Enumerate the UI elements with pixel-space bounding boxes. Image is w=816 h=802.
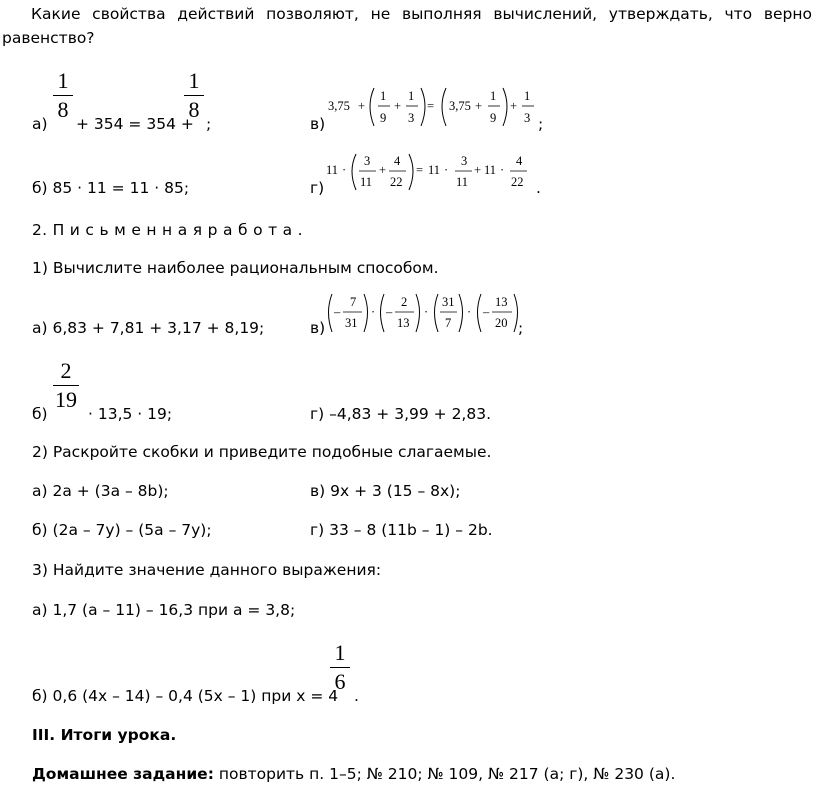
svg-text:11: 11	[456, 175, 469, 189]
svg-text:9: 9	[490, 111, 497, 125]
svg-text:1: 1	[490, 89, 497, 103]
svg-text:+: +	[475, 99, 483, 113]
task1-g: г) –4,83 + 3,99 + 2,83.	[310, 405, 492, 423]
eq-a-fraction-left: 1 8	[53, 70, 73, 121]
section-written-work: 2. П и с ь м е н н а я р а б о т а .	[32, 221, 303, 239]
svg-text:=: =	[416, 163, 424, 177]
task1-b-rest: · 13,5 · 19;	[88, 405, 173, 423]
task3-b-text: б) 0,6 (4x – 14) – 0,4 (5x – 1) при x = 4	[32, 687, 339, 705]
task3-a: а) 1,7 (a – 11) – 16,3 при a = 3,8;	[32, 601, 296, 619]
task2-a: а) 2a + (3a – 8b);	[32, 482, 169, 500]
eq-a-end: ;	[206, 115, 212, 133]
eq-g-label: г)	[310, 179, 325, 197]
svg-text:·: ·	[500, 163, 505, 177]
svg-text:1: 1	[524, 89, 531, 103]
svg-text:31: 31	[442, 295, 455, 309]
eq-a-label: а)	[32, 115, 48, 133]
svg-text:1: 1	[408, 89, 415, 103]
svg-text:4: 4	[516, 154, 523, 168]
svg-text:+: +	[379, 163, 387, 177]
svg-text:+: +	[358, 99, 366, 113]
homework-line	[32, 764, 675, 784]
task2-b: б) (2a – 7y) – (5a – 7y);	[32, 521, 212, 539]
svg-text:13: 13	[495, 295, 508, 309]
svg-text:3: 3	[408, 111, 415, 125]
svg-text:·: ·	[424, 305, 429, 319]
svg-text:–: –	[334, 305, 341, 319]
task1-v-expression	[326, 292, 526, 336]
svg-text:3: 3	[461, 154, 468, 168]
svg-text:9: 9	[380, 111, 387, 125]
eq-a-middle: + 354 = 354 +	[76, 115, 194, 133]
task1-a: а) 6,83 + 7,81 + 3,17 + 8,19;	[32, 319, 265, 337]
task2-v: в) 9x + 3 (15 – 8x);	[310, 482, 461, 500]
svg-text:20: 20	[495, 316, 508, 330]
intro-line-2: равенство?	[2, 29, 95, 47]
svg-text:+: +	[474, 163, 482, 177]
svg-text:7: 7	[350, 295, 357, 309]
eq-v-label: в)	[310, 115, 326, 133]
svg-text:+: +	[394, 99, 402, 113]
svg-text:1: 1	[380, 89, 387, 103]
svg-text:3: 3	[524, 111, 531, 125]
eq-b: б) 85 · 11 = 11 · 85;	[32, 179, 190, 197]
task2-title: 2) Раскройте скобки и приведите подобные слагаемые.	[32, 443, 492, 461]
task1-v-label: в)	[310, 319, 326, 337]
svg-text:22: 22	[390, 175, 403, 189]
task1-v-end: ;	[518, 319, 524, 337]
svg-text:–: –	[483, 305, 490, 319]
svg-text:11: 11	[360, 175, 373, 189]
eq-v-expression	[328, 82, 538, 132]
eq-a-fraction-right: 1 8	[184, 70, 204, 121]
task1-b-fraction: 2 19	[55, 358, 77, 412]
svg-text:2: 2	[401, 295, 408, 309]
svg-text:11: 11	[326, 163, 339, 177]
task3-b-end: .	[354, 687, 359, 705]
task2-g: г) 33 – 8 (11b – 1) – 2b.	[310, 521, 493, 539]
svg-text:13: 13	[397, 316, 410, 330]
task1-b-label: б)	[32, 405, 48, 423]
svg-text:31: 31	[345, 316, 358, 330]
svg-text:·: ·	[444, 163, 449, 177]
svg-text:22: 22	[511, 175, 524, 189]
intro-line-1: Какие свойства действий позволяют, не выполняя вычислений, утверждать, что верно	[31, 5, 812, 23]
svg-text:–: –	[386, 305, 393, 319]
homework-text: повторить п. 1–5; № 210; № 109, № 217 (а; г), № 230 (а).	[218, 765, 676, 783]
intro-question	[2, 2, 812, 50]
svg-text:=: =	[427, 99, 435, 113]
svg-text:11: 11	[428, 163, 441, 177]
task3-title: 3) Найдите значение данного выражения:	[32, 561, 382, 579]
eq-g-end: .	[536, 179, 541, 197]
homework-label: Домашнее задание:	[32, 765, 214, 783]
svg-text:3,75: 3,75	[328, 99, 350, 113]
eq-g-expression	[326, 150, 536, 196]
svg-text:4: 4	[394, 154, 401, 168]
svg-text:3: 3	[364, 154, 371, 168]
task3-b-fraction: 1 6	[330, 642, 350, 693]
svg-text:·: ·	[342, 163, 347, 177]
section-lesson-results: III. Итоги урока.	[32, 726, 177, 744]
svg-text:7: 7	[445, 316, 452, 330]
task1-title: 1) Вычислите наиболее рациональным способом.	[32, 259, 439, 277]
svg-text:3,75: 3,75	[449, 99, 471, 113]
svg-text:·: ·	[371, 305, 376, 319]
svg-text:11: 11	[484, 163, 497, 177]
svg-text:+: +	[510, 99, 518, 113]
eq-v-end: ;	[538, 115, 544, 133]
svg-text:·: ·	[467, 305, 472, 319]
